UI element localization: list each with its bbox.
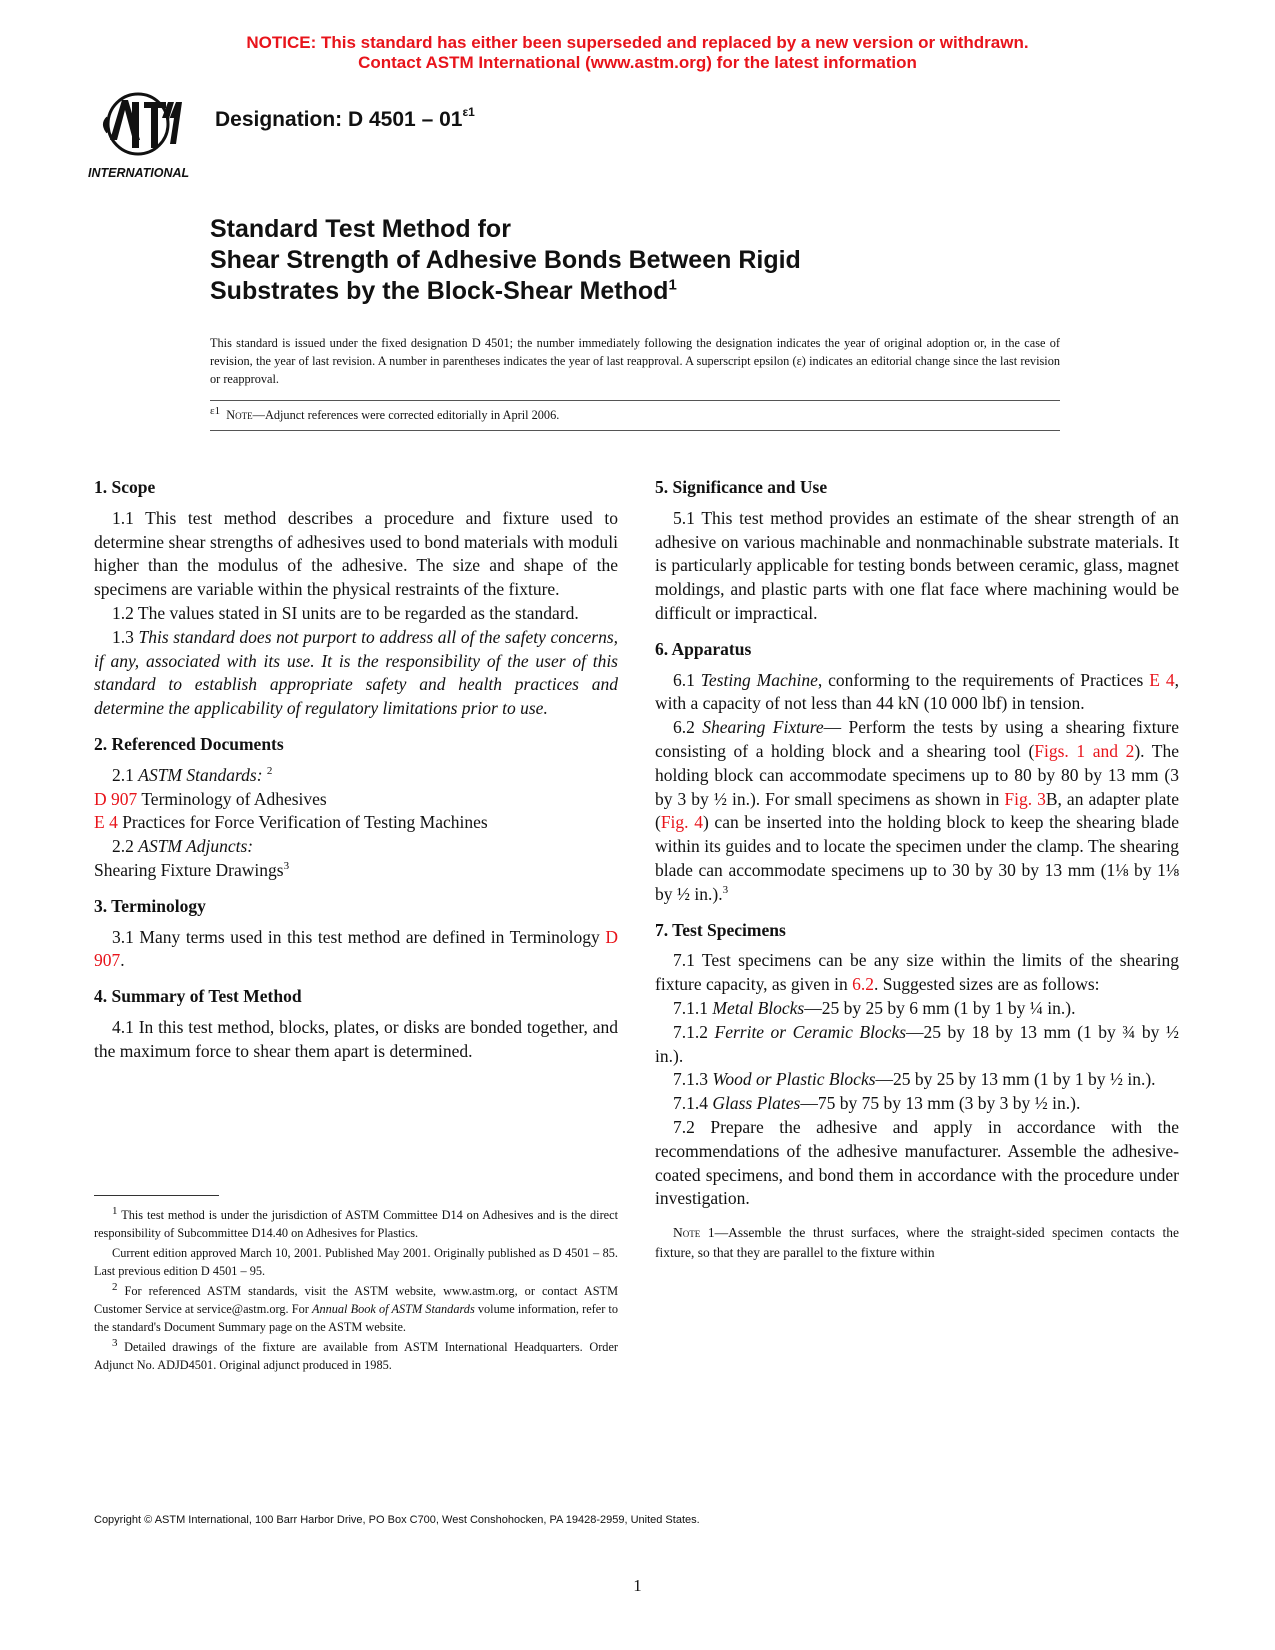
section-link-6-2[interactable]: 6.2 [852, 974, 874, 995]
section-apparatus [655, 638, 1179, 907]
title-line-2: Shear Strength of Adhesive Bonds Between Rigid [210, 246, 801, 274]
footnote-text: This test method is under the jurisdiction of ASTM Committee D14 on Adhesives and is the direct responsibility of Subcommittee D14.40 on Adhesives for Plastics. [94, 1208, 618, 1240]
punctuation: . [120, 950, 125, 971]
designation-epsilon: ε1 [462, 105, 475, 119]
designation-edition: – 01 [415, 108, 463, 131]
footnote [94, 1338, 618, 1374]
notice-banner [0, 33, 1275, 73]
paragraph: 4.1 In this test method, blocks, plates, or disks are bonded together, and the maximum force to shear them apart is determined. [94, 1016, 618, 1061]
paragraph-number: 6.2 [673, 717, 695, 738]
paragraph [94, 764, 618, 788]
paragraph-text: B, an adapter plate ( [655, 788, 1179, 833]
paragraph-text: ). The holding block can accommodate specimens up to 80 by 80 by 13 mm (3 by 3 by ½ in.). For small specimens as shown in [655, 740, 1180, 809]
divider [210, 400, 1060, 401]
paragraph-text: ) can be inserted into the holding block to keep the shearing blade within its guides and to locate the specimen under the clamp. The shearing blade can accommodate specimens up to 30 by 30 by 13 mm (1⅛ by 1⅛ by ½ in.). [655, 812, 1179, 904]
term: Glass Plates [712, 1093, 801, 1114]
section-significance [655, 476, 1179, 626]
paragraph-text: —25 by 25 by 13 mm (1 by 1 by ½ in.). [875, 1069, 1156, 1090]
section-heading: 4. Summary of Test Method [94, 986, 302, 1007]
reference-link-d907[interactable]: D 907 [94, 926, 618, 971]
footnote [94, 1282, 618, 1336]
notice-line-2: Contact ASTM International (www.astm.org) for the latest information [358, 53, 917, 72]
reference-item [94, 811, 618, 835]
footnote-text: Detailed drawings of the fixture are available from ASTM International Headquarters. Order Adjunct No. ADJD4501. Original adjunct produced in 1985. [94, 1340, 619, 1372]
reference-link-e4[interactable]: E 4 [94, 812, 118, 833]
section-referenced-documents [94, 733, 618, 883]
paragraph-number: 7.1.1 [673, 997, 708, 1018]
term: Metal Blocks [712, 997, 805, 1018]
paragraph-text: —75 by 75 by 13 mm (3 by 3 by ½ in.). [800, 1093, 1081, 1114]
subheading: ASTM Standards: [138, 764, 263, 785]
paragraph-number: 7.1.4 [673, 1093, 708, 1114]
reference-title: Shearing Fixture Drawings [94, 859, 284, 880]
astm-logo-icon [88, 88, 198, 183]
section-heading: 3. Terminology [94, 895, 206, 916]
paragraph [655, 716, 1179, 906]
reference-title: Terminology of Adhesives [141, 788, 327, 809]
figure-link-fig-4[interactable]: Fig. 4 [660, 812, 703, 833]
page-number: 1 [633, 1576, 642, 1595]
paragraph: 1.1 This test method describes a procedure and fixture used to determine shear strengths of adhesives used to bond materials with moduli higher than the modulus of the adhesive. The size and shape of the specimens are variable within the physical restraints of the fixture. [94, 507, 618, 600]
paragraph-text: , conforming to the requirements of Practices [817, 669, 1144, 690]
list-item [655, 1021, 1179, 1069]
paragraph: 7.2 Prepare the adhesive and apply in accordance with the recommendations of the adhesive manufacturer. Assemble the adhesive-coated specimens, and bond them in accordance with the procedure under investigation. [655, 1116, 1179, 1209]
epsilon-note-label: Note [226, 408, 253, 422]
logo-text: INTERNATIONAL [88, 166, 190, 180]
paragraph [655, 669, 1179, 717]
footnotes [94, 1206, 618, 1376]
paragraph [94, 835, 618, 859]
preamble: This standard is issued under the fixed designation D 4501; the number immediately following the designation indicates the year of original adoption or, in the case of revision, the year of last revision. A number in parentheses indicates the year of last reapproval. A superscript epsilon (ε) indicates an editorial change since the last revision or reapproval. [210, 336, 1060, 386]
footnote-mark: 2 [112, 1280, 118, 1293]
page-title [210, 214, 1110, 307]
section-scope [94, 476, 618, 721]
footnote [94, 1206, 618, 1242]
term: Ferrite or Ceramic Blocks [714, 1021, 907, 1042]
note-label: Note [673, 1225, 701, 1241]
paragraph-text: —25 by 25 by 6 mm (1 by 1 by ¼ in.). [804, 997, 1076, 1018]
list-item [655, 997, 1179, 1021]
section-terminology [94, 895, 618, 973]
section-heading: 1. Scope [94, 477, 156, 497]
figure-link-figs-1-2[interactable]: Figs. 1 and 2 [1034, 740, 1135, 761]
epsilon-note [210, 404, 560, 423]
subheading: ASTM Adjuncts: [138, 836, 254, 857]
reference-link-d907[interactable]: D 907 [94, 788, 138, 809]
paragraph-number: 2.2 [112, 836, 134, 857]
term: Shearing Fixture [702, 717, 824, 738]
list-item [655, 1068, 1179, 1092]
paragraph-text: — Perform the tests by using a shearing fixture consisting of a holding block and a shearing tool ( [655, 717, 1179, 761]
term: Wood or Plastic Blocks [712, 1069, 876, 1090]
footnote-divider [94, 1195, 219, 1196]
footnote-text: volume information, refer to the standard's Document Summary page on the ASTM website. [94, 1302, 618, 1334]
designation-label: Designation: D 4501 [215, 108, 416, 131]
footnote-text: For referenced ASTM standards, visit the ASTM website, www.astm.org, or contact ASTM Customer Service at service@astm.org. For [94, 1284, 618, 1316]
designation [215, 105, 475, 132]
footnote-mark: 1 [112, 1204, 118, 1217]
paragraph-text: —25 by 18 by 13 mm (1 by ¾ by ½ in.). [655, 1021, 1180, 1066]
reference-title: Practices for Force Verification of Testing Machines [122, 812, 488, 833]
section-summary [94, 985, 618, 1063]
paragraph: 1.2 The values stated in SI units are to be regarded as the standard. [112, 602, 579, 623]
reference-item [94, 788, 618, 812]
note-text: 1—Assemble the thrust surfaces, where the straight-sided specimen contacts the fixture, so that they are parallel to the fixture within [655, 1225, 1179, 1261]
figure-link-fig-3[interactable]: Fig. 3 [1004, 788, 1046, 809]
reference-link-e4[interactable]: E 4 [1149, 669, 1175, 690]
footnote-mark: 3 [722, 883, 729, 896]
paragraph-number: 1.3 [112, 626, 134, 647]
note [655, 1223, 1179, 1263]
paragraph: 5.1 This test method provides an estimate of the shear strength of an adhesive on various machinable and nonmachinable substrate materials. It is particularly applicable for testing bonds between ceramic, glass, magnet moldings, and plastic parts with one flat face where machining would be difficult or impractical. [655, 507, 1179, 623]
paragraph-number: 6.1 [673, 669, 695, 690]
reference-item [94, 859, 618, 883]
paragraph-text: 3.1 Many terms used in this test method are defined in Terminology [112, 926, 600, 947]
right-column [655, 476, 1179, 1275]
epsilon-note-mark: ε1 [210, 404, 221, 417]
epsilon-note-text: —Adjunct references were corrected editorially in April 2006. [252, 408, 560, 422]
section-test-specimens [655, 919, 1179, 1264]
section-heading: 5. Significance and Use [655, 477, 828, 497]
paragraph-text: 7.1 Test specimens can be any size within the limits of the shearing fixture capacity, as given in [655, 950, 1179, 995]
footnote-mark: 3 [112, 1336, 118, 1349]
footnote: Current edition approved March 10, 2001. Published May 2001. Originally published as D 4501 – 85. Last previous edition D 4501 – 95. [94, 1246, 618, 1278]
footnote-mark: 2 [266, 764, 273, 777]
divider [210, 430, 1060, 431]
section-heading: 7. Test Specimens [655, 919, 786, 940]
left-column [94, 476, 618, 1076]
title-line-1: Standard Test Method for [210, 215, 511, 243]
section-heading: 2. Referenced Documents [94, 733, 284, 754]
copyright: Copyright © ASTM International, 100 Barr Harbor Drive, PO Box C700, West Conshohocken, PA 19428-2959, United States. [94, 1514, 700, 1526]
term: Testing Machine [700, 669, 818, 690]
safety-statement: This standard does not purport to address all of the safety concerns, if any, associated with its use. It is the responsibility of the user of this standard to establish appropriate safety and health practices and determine the applicability of regulatory limitations prior to use. [94, 626, 619, 719]
paragraph-number: 2.1 [112, 764, 134, 785]
paragraph [94, 926, 618, 974]
paragraph [94, 626, 618, 721]
paragraph-number: 7.1.3 [673, 1069, 708, 1090]
list-item [655, 1092, 1179, 1116]
notice-line-1: NOTICE: This standard has either been superseded and replaced by a new version or withdrawn. [246, 33, 1029, 52]
section-heading: 6. Apparatus [655, 638, 752, 659]
footnote-italic: Annual Book of ASTM Standards [311, 1302, 475, 1316]
title-footnote-mark: 1 [668, 276, 677, 294]
paragraph-text: , with a capacity of not less than 44 kN (10 000 lbf) in tension. [655, 669, 1179, 714]
footnote-mark: 3 [283, 860, 290, 873]
paragraph-number: 7.1.2 [673, 1021, 708, 1042]
title-line-3: Substrates by the Block-Shear Method [210, 277, 669, 305]
paragraph-text: . Suggested sizes are as follows: [874, 974, 1100, 995]
paragraph [655, 949, 1179, 997]
